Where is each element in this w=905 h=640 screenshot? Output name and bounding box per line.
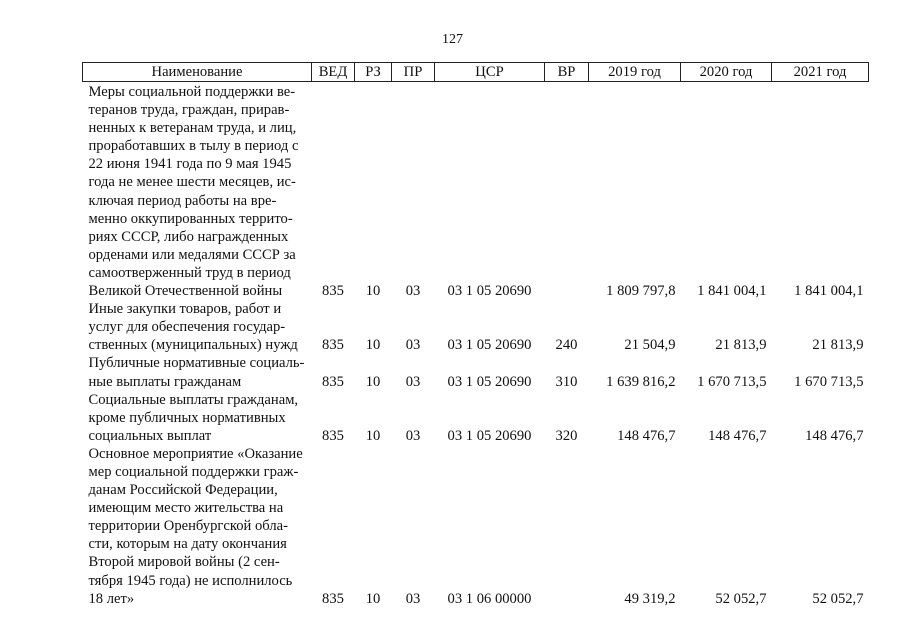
row-2020: 1 670 713,5 [697, 373, 767, 390]
row-vr: 310 [555, 373, 578, 390]
row-rz: 10 [365, 337, 381, 354]
row-2019: 148 476,7 [617, 427, 676, 444]
row-ved: 835 [322, 373, 344, 390]
table-row [83, 445, 869, 608]
header-2021: 2021 год [772, 63, 869, 82]
row-pr: 03 [405, 373, 421, 390]
row-ved: 835 [322, 590, 344, 607]
row-2020: 148 476,7 [708, 427, 767, 444]
row-ved: 835 [322, 283, 344, 300]
row-rz: 10 [365, 590, 381, 607]
row-vr [545, 82, 589, 301]
row-name: Публичные нормативные социаль- ные выплаты гражданам [88, 355, 305, 390]
row-csr: 03 1 05 20690 [447, 373, 532, 390]
header-name: Наименование [83, 63, 312, 82]
header-vr: ВР [545, 63, 589, 82]
row-2020: 52 052,7 [715, 590, 767, 607]
row-2020: 21 813,9 [715, 337, 767, 354]
header-2019: 2019 год [589, 63, 681, 82]
table-row [83, 391, 869, 445]
row-ved: 835 [322, 427, 344, 444]
table-row [83, 300, 869, 354]
table-row [83, 354, 869, 390]
row-name: Основное мероприятие «Оказание мер социальной поддержки граж- данам Российской Федерации, имеющим место жительства на территории Оренбургской обла- сти, которым на дату окончания Второй мировой войны (2 сен- тября 1945 года) не исполнилось 18 лет» [88, 445, 303, 607]
header-2020: 2020 год [681, 63, 772, 82]
row-ved: 835 [322, 337, 344, 354]
row-rz: 10 [365, 373, 381, 390]
row-2019: 21 504,9 [624, 337, 676, 354]
row-name: Меры социальной поддержки ве- теранов труда, граждан, прирав- ненных к ветеранам труда, и лиц, проработавших в тылу в период с 22 июня 1941 года по 9 мая 1945 года не менее шести месяцев, ис- ключая период работы на вре- менно оккупированных террито- риях СССР, либо награжденных орденами или медалями СССР за самоотверженный труд в период Великой Отечественной войны [88, 84, 299, 300]
header-csr: ЦСР [435, 63, 545, 82]
row-2021: 21 813,9 [812, 337, 864, 354]
row-csr: 03 1 05 20690 [447, 427, 532, 444]
row-vr: 240 [555, 337, 578, 354]
row-csr: 03 1 05 20690 [447, 283, 532, 300]
row-csr: 03 1 05 20690 [447, 337, 532, 354]
row-2021: 1 670 713,5 [794, 373, 864, 390]
row-2019: 49 319,2 [624, 590, 676, 607]
row-csr: 03 1 06 00000 [447, 590, 532, 607]
header-ved: ВЕД [312, 63, 355, 82]
row-2019: 1 639 816,2 [606, 373, 676, 390]
row-rz: 10 [365, 283, 381, 300]
row-2021: 1 841 004,1 [794, 283, 864, 300]
row-2021: 52 052,7 [812, 590, 864, 607]
table-row [83, 82, 869, 301]
page-number: 127 [442, 32, 463, 47]
row-pr: 03 [405, 590, 421, 607]
row-rz: 10 [365, 427, 381, 444]
row-pr: 03 [405, 283, 421, 300]
row-name: Иные закупки товаров, работ и услуг для обеспечения государ- ственных (муниципальных) нужд [88, 301, 298, 354]
row-vr [545, 445, 589, 608]
row-vr: 320 [555, 427, 578, 444]
header-rz: РЗ [355, 63, 392, 82]
row-2021: 148 476,7 [805, 427, 864, 444]
row-pr: 03 [405, 337, 421, 354]
row-name: Социальные выплаты гражданам, кроме публичных нормативных социальных выплат [88, 391, 299, 444]
table-header-row [83, 63, 869, 82]
budget-table [82, 62, 869, 608]
row-2019: 1 809 797,8 [606, 283, 676, 300]
row-pr: 03 [405, 427, 421, 444]
header-pr: ПР [392, 63, 435, 82]
row-2020: 1 841 004,1 [697, 283, 767, 300]
